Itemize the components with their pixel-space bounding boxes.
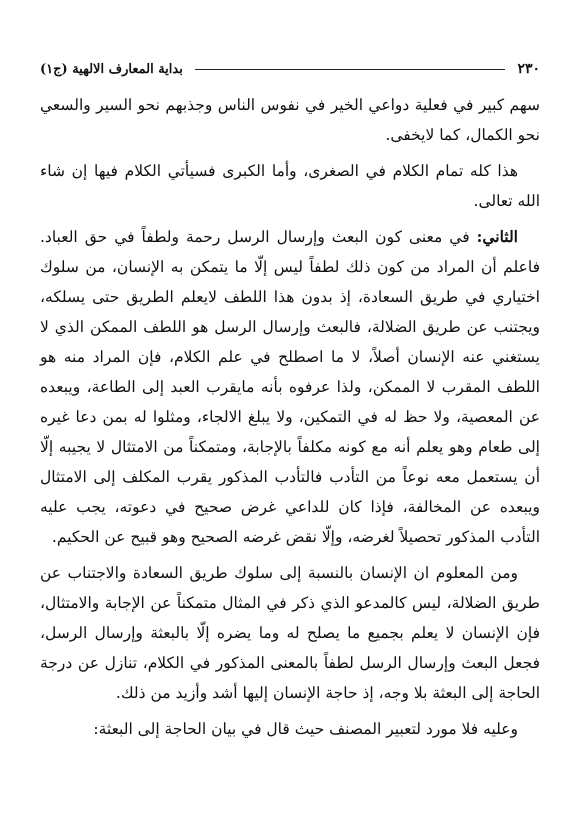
paragraph (40, 714, 540, 744)
running-header (40, 58, 540, 80)
paragraph-text: هذا كله تمام الكلام في الصغرى، وأما الكبرى فسيأتي الكلام فيها إن شاء الله تعالى. (40, 162, 540, 210)
paragraph-text: في معنى كون البعث وإرسال الرسل رحمة ولطفاً في حق العباد. فاعلم أن المراد من كون ذلك لطفاً ليس إلّا ما يتمكن به الإنسان، من سلوك اختياري في طريق السعادة، إذ بدون هذا اللطف لايعلم الطريق حتى يسلكه، ويجتنب عن طريق الضلالة، فالبعث وإرسال الرسل هو اللطف الممكن الذي لا يستغني عنه الإنسان أصلاً، لا ما اصطلح في علم الكلام، فإن المراد منه هو اللطف المقرب لا الممكن، ولذا عرفوه بأنه مايقرب العبد إلى الطاعة، ويبعده عن المعصية، ولا حظ له في التمكين، ولا يبلغ الالجاء، ومثلوا له بمن دعا غيره إلى طعام وهو يعلم أنه مع كونه مكلفاً بالإجابة، ومتمكناً من الامتثال لا يجيبه إلّا أن يستعمل معه نوعاً من التأدب فالتأدب المذكور يقرب المكلف إلى الامتثال ويبعده عن المخالفة، فإذا كان للداعي غرض صحيح في دعوته، يجب عليه التأدب المذكور تحصيلاً لغرضه، وإلّا نقض غرضه الصحيح وهو قبيح عن الحكيم. (40, 228, 540, 546)
paragraph-section-second (40, 222, 540, 552)
paragraph (40, 156, 540, 216)
paragraph-text: ومن المعلوم ان الإنسان بالنسبة إلى سلوك طريق السعادة والاجتناب عن طريق الضلالة، ليس كالمدعو الذي ذكر في المثال متمكناً عن الإجابة والامتثال، فإن الإنسان لا يعلم بجميع ما يصلح له وما يضره إلّا بالبعثة وإرسال الرسل، فجعل البعث وإرسال الرسل لطفاً بالمعنى المذكور في الكلام، تنازل عن درجة الحاجة إلى البعثة بلا وجه، إذ حاجة الإنسان إليها أشد وأزيد من ذلك. (40, 564, 540, 702)
header-rule (195, 69, 506, 70)
paragraph (40, 558, 540, 708)
page-number: ٢٣٠ (517, 61, 540, 77)
section-label: الثاني: (476, 227, 518, 246)
paragraph-text: سهم كبير في فعلية دواعي الخير في نفوس الناس وجذبهم نحو السير والسعي نحو الكمال، كما لايخفى. (40, 96, 540, 144)
paragraph-continuation (40, 90, 540, 150)
body-text (40, 90, 540, 744)
book-title: بداية المعارف الالهية (ج١) (40, 61, 183, 77)
paragraph-text: وعليه فلا مورد لتعبير المصنف حيث قال في بيان الحاجة إلى البعثة: (93, 720, 518, 738)
